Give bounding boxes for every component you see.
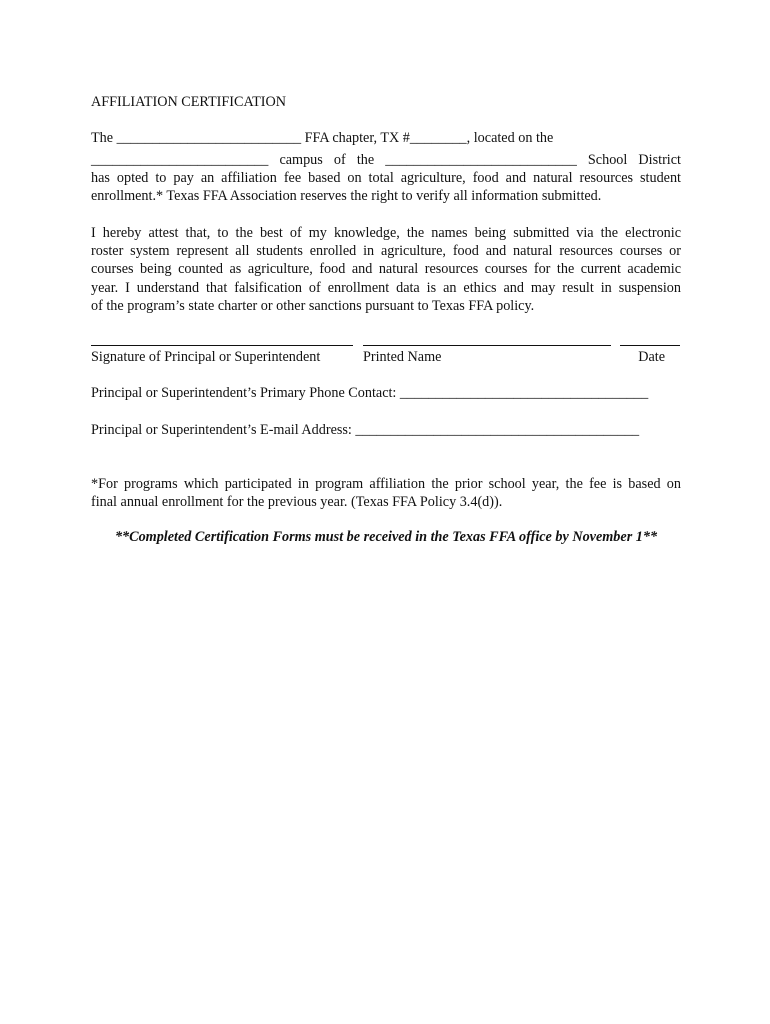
deadline-notice: **Completed Certification Forms must be received in the Texas FFA office by November 1** bbox=[114, 529, 658, 545]
email-address-field[interactable]: Principal or Superintendent’s E-mail Address: ________________________________________ bbox=[91, 422, 640, 438]
date-line[interactable] bbox=[620, 345, 680, 346]
attestation-line-5: of the program’s state charter or other sanctions pursuant to Texas FFA policy. bbox=[91, 297, 535, 314]
attestation-line-4: year. I understand that falsification of enrollment data is an ethics and may result in suspension bbox=[91, 279, 681, 296]
verification-line: enrollment.* Texas FFA Association reserves the right to verify all information submitted. bbox=[91, 188, 602, 205]
attestation-line-3: courses being counted as agriculture, food and natural resources courses for the current academic bbox=[91, 261, 681, 278]
printed-name-line[interactable] bbox=[363, 345, 611, 346]
phone-contact-field[interactable]: Principal or Superintendent’s Primary Phone Contact: ___________________________________ bbox=[91, 385, 649, 401]
attestation-line-1: I hereby attest that, to the best of my knowledge, the names being submitted via the electronic bbox=[91, 225, 681, 241]
signature-label: Signature of Principal or Superintendent bbox=[91, 349, 321, 365]
attestation-line-2: roster system represent all students enrolled in agriculture, food and natural resources courses or bbox=[91, 243, 681, 260]
footnote-paragraph bbox=[91, 475, 681, 511]
campus-district-line: _________________________ campus of the ___________________________ School District bbox=[91, 152, 681, 168]
document-title: AFFILIATION CERTIFICATION bbox=[91, 94, 287, 110]
date-label: Date bbox=[638, 349, 665, 365]
signature-line[interactable] bbox=[91, 345, 353, 346]
affiliation-paragraph bbox=[91, 129, 681, 206]
attestation-paragraph bbox=[91, 224, 681, 315]
printed-name-label: Printed Name bbox=[363, 349, 442, 365]
footnote-line-1: *For programs which participated in program affiliation the prior school year, the fee is based on bbox=[91, 476, 681, 492]
fee-basis-line: has opted to pay an affiliation fee based on total agriculture, food and natural resources student bbox=[91, 170, 681, 187]
chapter-line: The __________________________ FFA chapter, TX #________, located on the bbox=[91, 130, 554, 146]
footnote-line-2: final annual enrollment for the previous year. (Texas FFA Policy 3.4(d)). bbox=[91, 494, 503, 511]
